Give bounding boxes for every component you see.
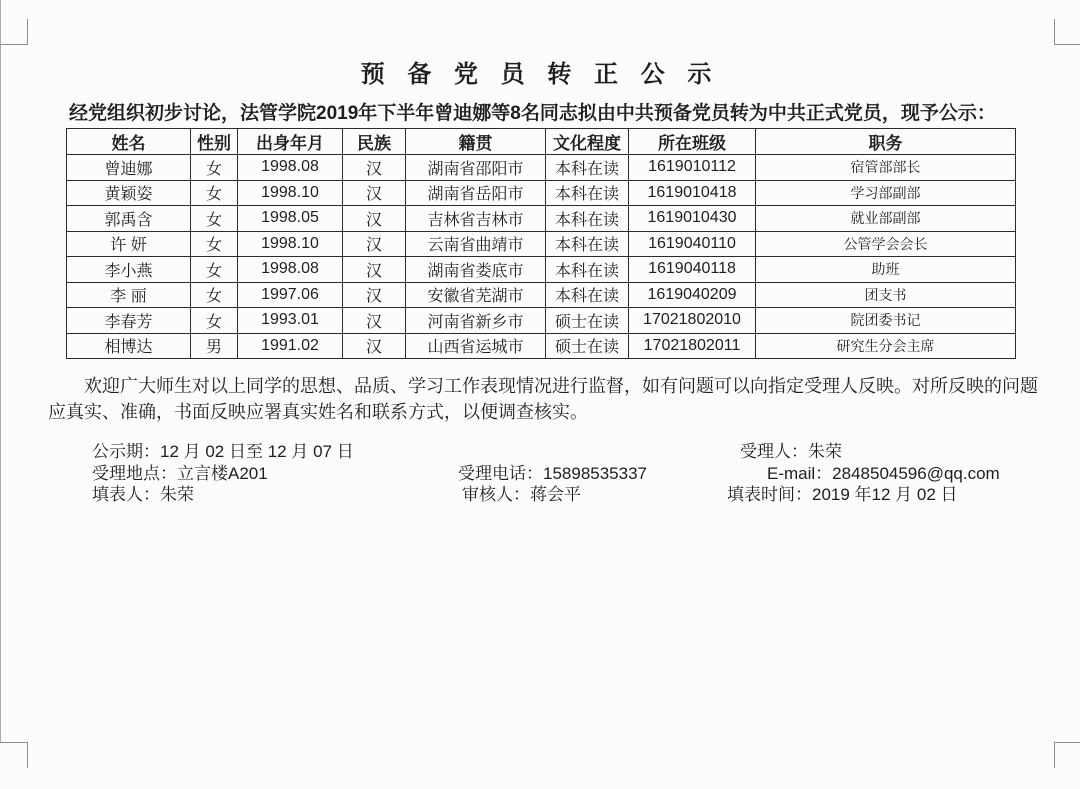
table-cell: 就业部副部 (756, 206, 1016, 232)
table-body (67, 155, 1016, 359)
table-cell: 汉 (343, 155, 406, 181)
intro-paragraph: 经党组织初步讨论，法管学院2019年下半年曾迪娜等8名同志拟由中共预备党员转为中共正式党员，现予公示： (69, 103, 996, 124)
table-cell: 1619010418 (629, 180, 756, 206)
table-row (67, 308, 1016, 334)
table-cell: 李春芳 (67, 308, 191, 334)
table-cell: 17021802011 (629, 333, 756, 359)
table-header-row (67, 129, 1016, 155)
table-cell: 1619040110 (629, 231, 756, 257)
table-cell: 汉 (343, 206, 406, 232)
acceptance-person-line: 受理人：朱荣 (740, 442, 842, 461)
table-cell: 郭禹含 (67, 206, 191, 232)
table-cell: 李 丽 (67, 282, 191, 308)
table-cell: 1619040209 (629, 282, 756, 308)
table-cell: 安徽省芜湖市 (406, 282, 546, 308)
table-cell: 男 (191, 333, 238, 359)
acceptance-phone-line: 受理电话：15898535337 (458, 464, 648, 483)
table-cell: 1998.05 (238, 206, 343, 232)
table-cell: 宿管部部长 (756, 155, 1016, 181)
crop-mark-bottom-right (1054, 742, 1080, 768)
roster-table (66, 128, 1016, 359)
table-row (67, 282, 1016, 308)
table-cell: 曾迪娜 (67, 155, 191, 181)
table-cell: 1991.02 (238, 333, 343, 359)
table-cell: 湖南省娄底市 (406, 257, 546, 283)
header-cell: 姓名 (67, 129, 191, 155)
table-cell: 1619010112 (629, 155, 756, 181)
header-cell: 职务 (756, 129, 1016, 155)
table-cell: 女 (191, 206, 238, 232)
table-row (67, 333, 1016, 359)
table-cell: 本科在读 (546, 206, 629, 232)
table-row (67, 155, 1016, 181)
acceptance-location-line: 受理地点：立言楼A201 (92, 464, 268, 483)
header-cell: 性别 (191, 129, 238, 155)
table-cell: 1993.01 (238, 308, 343, 334)
table-cell: 相博达 (67, 333, 191, 359)
form-filler-line: 填表人：朱荣 (92, 485, 194, 504)
table-cell: 1998.10 (238, 180, 343, 206)
table-cell: 山西省运城市 (406, 333, 546, 359)
table-cell: 黄颖姿 (67, 180, 191, 206)
table-cell: 湖南省岳阳市 (406, 180, 546, 206)
table-row (67, 257, 1016, 283)
header-cell: 文化程度 (546, 129, 629, 155)
table-cell: 云南省曲靖市 (406, 231, 546, 257)
publicity-period-line: 公示期：12 月 02 日至 12 月 07 日 (92, 442, 354, 461)
table-cell: 本科在读 (546, 257, 629, 283)
table-cell: 硕士在读 (546, 308, 629, 334)
page-edge-line (0, 0, 1, 743)
table-cell: 吉林省吉林市 (406, 206, 546, 232)
table-cell: 女 (191, 257, 238, 283)
table-cell: 助班 (756, 257, 1016, 283)
table-cell: 1998.08 (238, 257, 343, 283)
table-cell: 汉 (343, 231, 406, 257)
table-cell: 女 (191, 282, 238, 308)
table-cell: 本科在读 (546, 155, 629, 181)
table-cell: 本科在读 (546, 180, 629, 206)
header-cell: 所在班级 (629, 129, 756, 155)
crop-mark-bottom-left (0, 742, 28, 768)
table-cell: 研究生分会主席 (756, 333, 1016, 359)
table-cell: 公管学会会长 (756, 231, 1016, 257)
table-cell: 硕士在读 (546, 333, 629, 359)
table-cell: 本科在读 (546, 231, 629, 257)
crop-mark-top-right (1054, 19, 1080, 45)
table-cell: 17021802010 (629, 308, 756, 334)
table-cell: 1619010430 (629, 206, 756, 232)
table-cell: 河南省新乡市 (406, 308, 546, 334)
table-row (67, 206, 1016, 232)
table-cell: 本科在读 (546, 282, 629, 308)
table-cell: 汉 (343, 282, 406, 308)
table-cell: 女 (191, 155, 238, 181)
table-cell: 1997.06 (238, 282, 343, 308)
table-row (67, 231, 1016, 257)
table-cell: 1619040118 (629, 257, 756, 283)
page-title: 预 备 党 员 转 正 公 示 (360, 61, 720, 88)
table-cell: 汉 (343, 333, 406, 359)
table-cell: 团支书 (756, 282, 1016, 308)
table-cell: 许 妍 (67, 231, 191, 257)
table-cell: 1998.10 (238, 231, 343, 257)
table-row (67, 180, 1016, 206)
form-date-line: 填表时间：2019 年12 月 02 日 (727, 485, 958, 504)
crop-mark-top-left (0, 19, 28, 45)
notice-paragraph: 欢迎广大师生对以上同学的思想、品质、学习工作表现情况进行监督，如有问题可以向指定受理人反映。对所反映的问题应真实、准确，书面反映应署真实姓名和联系方式，以便调查核实。 (48, 376, 1038, 422)
header-cell: 籍贯 (406, 129, 546, 155)
reviewer-line: 审核人：蒋会平 (462, 485, 581, 504)
table-cell: 学习部副部 (756, 180, 1016, 206)
table-cell: 1998.08 (238, 155, 343, 181)
header-cell: 民族 (343, 129, 406, 155)
header-cell: 出身年月 (238, 129, 343, 155)
table-cell: 女 (191, 231, 238, 257)
table-cell: 女 (191, 180, 238, 206)
email-line: E-mail：2848504596@qq.com (767, 464, 1000, 483)
table-cell: 女 (191, 308, 238, 334)
table-cell: 汉 (343, 180, 406, 206)
table-cell: 湖南省邵阳市 (406, 155, 546, 181)
table-cell: 李小燕 (67, 257, 191, 283)
table-cell: 院团委书记 (756, 308, 1016, 334)
table-cell: 汉 (343, 308, 406, 334)
table-cell: 汉 (343, 257, 406, 283)
